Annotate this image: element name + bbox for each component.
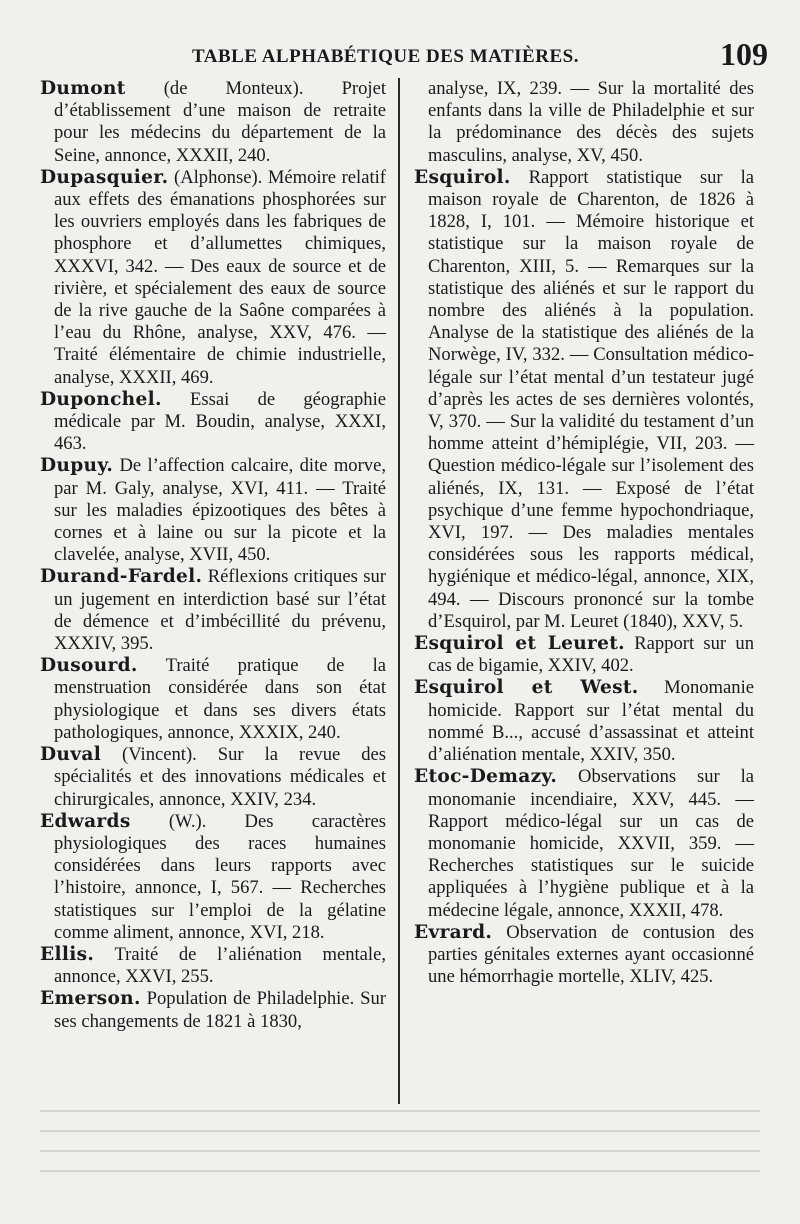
- entry-text: Traité de l’aliénation mentale, annonce, XXVI, 255.: [54, 943, 386, 988]
- index-entry: [414, 633, 754, 677]
- index-entry: [40, 566, 386, 655]
- index-entry: [414, 167, 754, 633]
- index-entry: [414, 677, 754, 766]
- entry-text: Traité pratique de la menstruation considérée dans son état physiologique et dans ses divers états pathologiques, annonce, XXXIX, 240.: [54, 655, 386, 743]
- index-entry: [40, 167, 386, 389]
- entry-author: Esquirol et Leuret.: [414, 633, 625, 655]
- index-entry: [414, 922, 754, 989]
- index-entry: [40, 655, 386, 744]
- entry-text: Observation de contusion des parties génitales externes ayant occasionné une hémorrhagie mortelle, XLIV, 425.: [428, 921, 754, 988]
- entry-text: Rapport sur un cas de bigamie, XXIV, 402.: [428, 633, 754, 677]
- entry-text: Réflexions critiques sur un jugement en interdiction basé sur l’état de démence et d’imbécillité du prévenu, XXXIV, 395.: [54, 566, 386, 655]
- entry-text: De l’affection calcaire, dite morve, par M. Galy, analyse, XVI, 411. — Traité sur les maladies épizootiques des bêtes à cornes et à laine ou sur la picote et la clavelée, analyse, XVII, 450.: [54, 455, 386, 566]
- right-column: [414, 78, 754, 988]
- entry-author: Durand-Fardel.: [40, 566, 203, 588]
- entry-author: Esquirol.: [414, 166, 511, 188]
- entry-author: Etoc-Demazy.: [414, 766, 558, 788]
- entry-author: Evrard.: [414, 921, 493, 943]
- entry-author: Dupuy.: [40, 455, 114, 477]
- index-entry: [414, 766, 754, 921]
- entry-text: Observations sur la monomanie incendiaire, XXV, 445. — Rapport médico-légal sur un cas de monomanie homicide, XXVII, 359. — Recherches statistiques sur le suicide appliquées à l’hygiène publique et à la médecine légale, annonce, XXXII, 478.: [428, 766, 754, 921]
- entry-text: (W.). Des caractères physiologiques des races humaines considérées dans leurs rapports avec l’histoire, annonce, I, 567. — Recherches statistiques sur l’emploi de la gélatine comme aliment, annonce, XVI, 218.: [54, 810, 386, 943]
- index-entry: [40, 811, 386, 944]
- bleed-through-texture: [40, 1110, 760, 1190]
- entry-text: (Alphonse). Mémoire relatif aux effets des émanations phosphorées sur les ouvriers employés dans les fabriques de phosphore et d’allumettes chimiques, XXXVI, 342. — Des eaux de source et de rivière, et spécialement des eaux de source de la rive gauche de la Saône comparées à l’eau du Rhône, analyse, XXV, 476. — Traité élémentaire de chimie industrielle, analyse, XXXII, 469.: [54, 166, 386, 388]
- index-entry: [40, 78, 386, 167]
- entry-author: Duponchel.: [40, 388, 162, 410]
- entry-author: Esquirol et West.: [414, 677, 639, 699]
- entry-author: Duval: [40, 744, 102, 766]
- index-entry: [40, 744, 386, 811]
- entry-text: Essai de géographie médicale par M. Boudin, analyse, XXXI, 463.: [54, 388, 386, 455]
- column-divider: [398, 78, 400, 1104]
- page-header: [32, 36, 772, 76]
- entry-text: Population de Philadelphie. Sur ses changements de 1821 à 1830,: [54, 988, 386, 1032]
- entry-author: Dumont: [40, 78, 126, 99]
- index-entry: [40, 455, 386, 566]
- page-number: 109: [720, 36, 768, 72]
- entry-text: (de Monteux). Projet d’établissement d’une maison de retraite pour les médecins du département de la Seine, annonce, XXXII, 240.: [54, 78, 386, 166]
- entry-text: Rapport statistique sur la maison royale de Charenton, de 1826 à 1828, I, 101. — Mémoire historique et statistique sur la maison royale de Charenton, XIII, 5. — Remarques sur la statistique des aliénés et sur le rapport du nombre des aliénés à la population. Analyse de la statistique des aliénés de la Norwège, IV, 332. — Consultation médico-légale sur l’état mental d’un testateur jugé d’après les actes de ses dernières volontés, V, 370. — Sur la validité du testament d’un homme atteint d’hémiplégie, VII, 203. — Question médico-légale sur l’isolement des aliénés, IX, 131. — Exposé de l’état psychique d’une femme hypochondriaque, XVI, 197. — Des maladies mentales considérées sous les rapports médical, hygiénique et médico-légal, annonce, XIX, 494. — Discours prononcé sur la tombe d’Esquirol, par M. Leuret (1840), XXV, 5.: [428, 166, 754, 632]
- entry-author: Dupasquier.: [40, 166, 169, 188]
- left-column: [40, 78, 386, 1033]
- entry-text: analyse, IX, 239. — Sur la mortalité des enfants dans la ville de Philadelphie et sur la prédominance des décès des sujets masculins, analyse, XV, 450.: [428, 78, 754, 166]
- index-entry: [40, 988, 386, 1032]
- entry-author: Ellis.: [40, 943, 95, 965]
- entry-author: Emerson.: [40, 988, 141, 1010]
- index-entry: [40, 944, 386, 988]
- entry-author: Edwards: [40, 810, 131, 832]
- index-entry: [414, 78, 754, 167]
- index-entry: [40, 389, 386, 456]
- entry-author: Dusourd.: [40, 655, 138, 677]
- entry-text: (Vincent). Sur la revue des spécialités et des innovations médicales et chirurgicales, annonce, XXIV, 234.: [54, 744, 386, 810]
- header-title: TABLE ALPHABÉTIQUE DES MATIÈRES.: [192, 46, 579, 67]
- entry-text: Monomanie homicide. Rapport sur l’état mental du nommé B..., accusé d’assassinat et atteint d’aliénation mentale, XXIV, 350.: [428, 677, 754, 766]
